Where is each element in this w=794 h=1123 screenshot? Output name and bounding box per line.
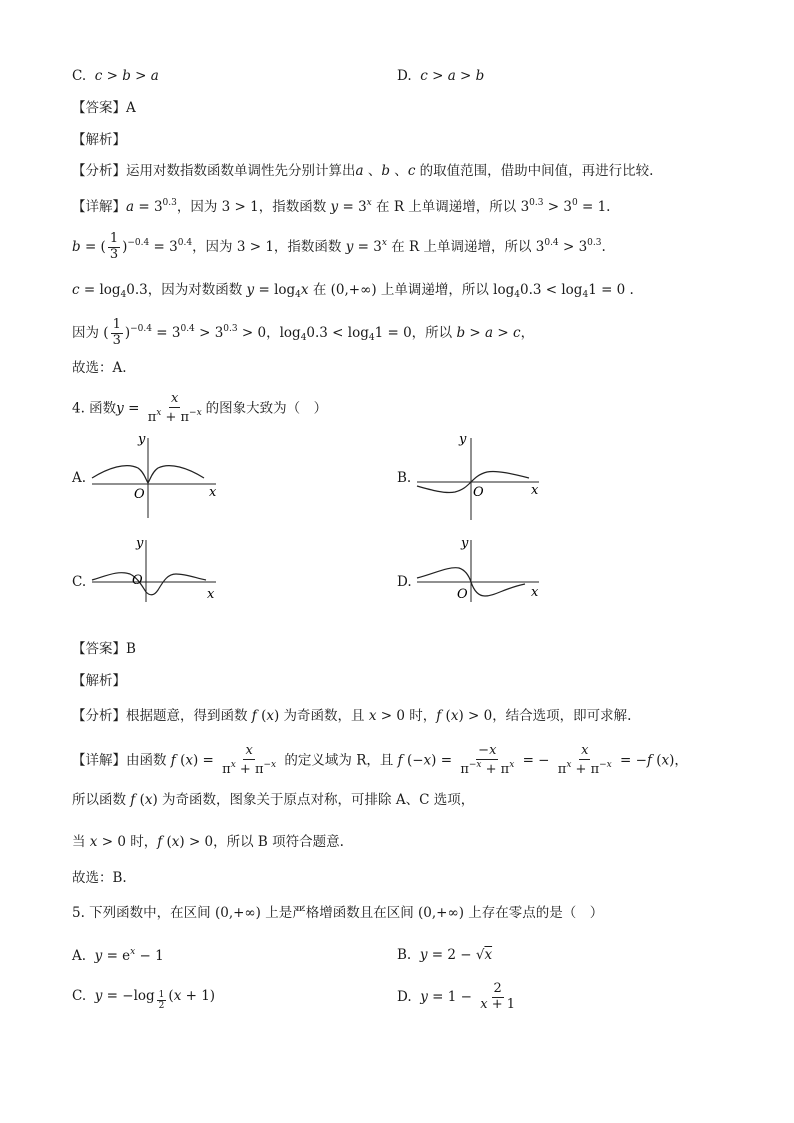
graph-c <box>88 534 228 604</box>
q4-analysis-tag: 【解析】 <box>72 673 126 689</box>
q4-stem: 4. 函数y = $\frac{x}{\pi^x + \pi^{-x}}$ 的图象大致为（ ） <box>72 391 328 425</box>
q5-stem: 5. 下列函数中，在区间 (0,+∞) 上是严格增函数且在区间 (0,+∞) 上存在零点的是（ ） <box>72 905 604 921</box>
y-label: y <box>459 432 467 447</box>
answer-value: A <box>126 100 136 116</box>
graph-c-label: C. <box>72 574 87 590</box>
q5-option-d: D. y = 1 − $\frac{2}{x + 1}$ <box>397 981 516 1012</box>
q4-line2: 所以函数 f (x) 为奇函数，图象关于原点对称，可排除 A、C 选项， <box>72 792 475 808</box>
detail-line-a: 【详解】$a = 3^{0.3}$，因为 3 > 1，指数函数 $y = 3^x$ 在 R 上单调递增，所以 $3^{0.3} > 3^0 = 1$. <box>72 198 611 215</box>
answer-tag: 【答案】 <box>72 100 126 116</box>
x-label: x <box>209 485 217 500</box>
detail-line-because: 因为 ( $\frac{1}{3}$ )$^{-0.4} = 3^{0.4} > 3^{0.3} > 0$，$\log_40.3 < \log_41 = 0$，所以 b > a > c， <box>72 317 535 348</box>
graph-b <box>413 430 553 522</box>
fenxi-line: 【分析】运用对数指数函数单调性先分别计算出a 、b 、c 的取值范围，借助中间值，再进行比较. <box>72 163 654 179</box>
q5-option-a: A. $y = e^x - 1$ <box>72 947 164 964</box>
q4-answer-line: 【答案】B <box>72 641 136 657</box>
x-label: x <box>207 587 215 602</box>
graph-d-label: D. <box>397 574 412 590</box>
option-d: D. c > a > b <box>397 68 485 84</box>
graph-a <box>88 430 228 522</box>
x-label: x <box>531 483 539 498</box>
q4-choose: 故选：B. <box>72 870 127 886</box>
o-label: O <box>134 487 145 502</box>
detail-line-b: b = ( $\frac{1}{3}$ )$^{-0.4} = 3^{0.4}$，因为 3 > 1，指数函数 $y = 3^x$ 在 R 上单调递增，所以 $3^{0.4} > 3^{0.3}$. <box>72 231 606 262</box>
graph-b-label: B. <box>397 470 412 486</box>
x-label: x <box>531 585 539 600</box>
y-label: y <box>138 432 146 447</box>
o-label: O <box>132 573 143 588</box>
choose-line: 故选：A. <box>72 360 127 376</box>
graph-a-label: A. <box>72 470 87 486</box>
q4-detail-line: 【详解】由函数 f (x) = $\frac{x}{\pi^x + \pi^{-x}}$ 的定义域为 R，且 f (−x) = $\frac{-x}{\pi^{-x} + \pi^x}$ = − $\frac{x}{\pi^x + \pi^{-x}}$ = −f (x)， <box>72 743 688 777</box>
o-label: O <box>457 587 468 602</box>
q4-fenxi-line: 【分析】根据题意，得到函数 f (x) 为奇函数，且 x > 0 时，f (x) > 0，结合选项，即可求解. <box>72 708 632 724</box>
answer-line <box>72 100 136 116</box>
y-label: y <box>136 536 144 551</box>
detail-line-c: $c = \log_40.3$，因为对数函数 $y = \log_4x$ 在 (0,+∞) 上单调递增，所以 $\log_40.3 < \log_41 = 0$ . <box>72 282 634 300</box>
y-label: y <box>461 536 469 551</box>
o-label: O <box>473 485 484 500</box>
analysis-tag: 【解析】 <box>72 132 126 148</box>
q5-option-c: C. y = −log $_{\frac{1}{2}}$ (x + 1) <box>72 988 216 1011</box>
graph-d <box>413 534 553 604</box>
q5-option-b: B. y = 2 − √x <box>397 947 493 963</box>
curve-c <box>92 573 206 595</box>
option-c: C. c > b > a <box>72 68 159 84</box>
q4-line3: 当 x > 0 时，f (x) > 0，所以 B 项符合题意. <box>72 834 344 850</box>
